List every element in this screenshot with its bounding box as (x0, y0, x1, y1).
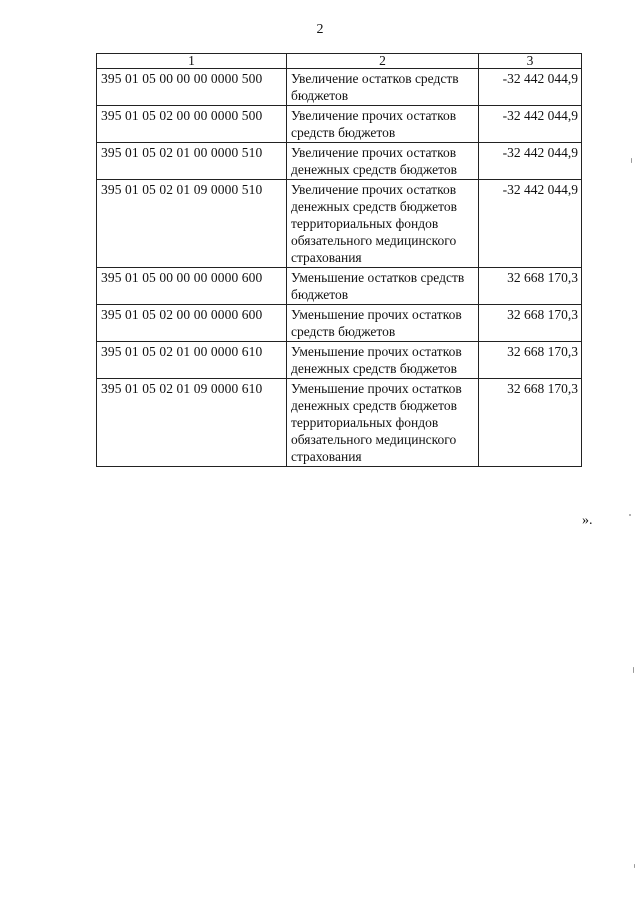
row-code: 395 01 05 02 01 09 0000 610 (97, 379, 287, 467)
scan-speck (633, 667, 634, 673)
table-row (97, 106, 582, 143)
table-row (97, 143, 582, 180)
row-amount: -32 442 044,9 (479, 69, 582, 106)
row-amount: -32 442 044,9 (479, 180, 582, 268)
row-code: 395 01 05 02 01 09 0000 510 (97, 180, 287, 268)
page-number: 2 (316, 22, 324, 37)
row-code: 395 01 05 00 00 00 0000 500 (97, 69, 287, 106)
row-code: 395 01 05 00 00 00 0000 600 (97, 268, 287, 305)
scan-speck (631, 158, 632, 163)
row-code: 395 01 05 02 00 00 0000 600 (97, 305, 287, 342)
row-name: Уменьшение прочих остатков денежных средств бюджетов (287, 342, 479, 379)
row-amount: 32 668 170,3 (479, 268, 582, 305)
column-header-amount: 3 (479, 54, 582, 69)
scan-speck (634, 864, 635, 868)
column-header-name: 2 (287, 54, 479, 69)
row-name: Уменьшение остатков средств бюджетов (287, 268, 479, 305)
table-row (97, 379, 582, 467)
row-amount: 32 668 170,3 (479, 379, 582, 467)
table-row (97, 69, 582, 106)
budget-sources-table (96, 53, 582, 467)
row-amount: 32 668 170,3 (479, 342, 582, 379)
row-code: 395 01 05 02 00 00 0000 500 (97, 106, 287, 143)
table-row (97, 342, 582, 379)
closing-quote-mark: ». (582, 513, 593, 528)
row-name: Увеличение прочих остатков средств бюджетов (287, 106, 479, 143)
table-row (97, 180, 582, 268)
table-row (97, 305, 582, 342)
row-name: Увеличение прочих остатков денежных средств бюджетов (287, 143, 479, 180)
row-name: Увеличение остатков средств бюджетов (287, 69, 479, 106)
row-amount: -32 442 044,9 (479, 106, 582, 143)
row-amount: 32 668 170,3 (479, 305, 582, 342)
table-row (97, 268, 582, 305)
row-name: Увеличение прочих остатков денежных средств бюджетов территориальных фондов обязательного медицинского страхования (287, 180, 479, 268)
row-code: 395 01 05 02 01 00 0000 610 (97, 342, 287, 379)
table-header-row (97, 54, 582, 69)
column-header-code: 1 (97, 54, 287, 69)
row-code: 395 01 05 02 01 00 0000 510 (97, 143, 287, 180)
scan-speck (629, 514, 631, 516)
row-amount: -32 442 044,9 (479, 143, 582, 180)
row-name: Уменьшение прочих остатков средств бюджетов (287, 305, 479, 342)
row-name: Уменьшение прочих остатков денежных средств бюджетов территориальных фондов обязательного медицинского страхования (287, 379, 479, 467)
